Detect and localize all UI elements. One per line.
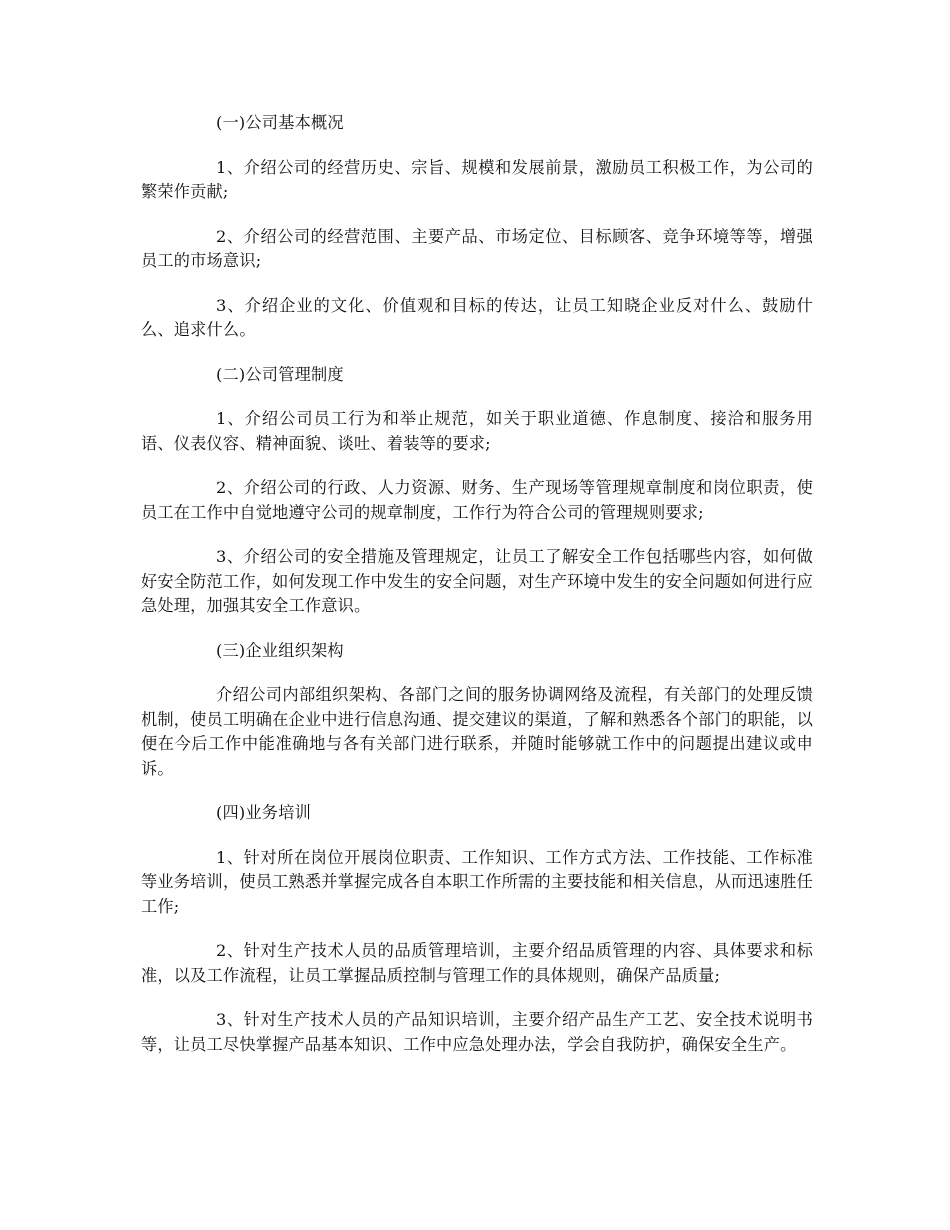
section-heading: (四)业务培训 xyxy=(216,803,311,822)
section-heading: (二)公司管理制度 xyxy=(216,364,344,384)
paragraph: 介绍公司内部组织架构、各部门之间的服务协调网络及流程，有关部门的处理反馈机制，使员工明确在企业中进行信息沟通、提交建议的渠道，了解和熟悉各个部门的职能，以便在今后工作中能准确地与各有关部门进行联系，并随时能够就工作中的问题提出建议或申诉。 xyxy=(141,685,813,778)
document-body xyxy=(141,111,813,1057)
paragraph: 1、介绍公司员工行为和举止规范，如关于职业道德、作息制度、接洽和服务用语、仪表仪容、精神面貌、谈吐、着装等的要求; xyxy=(141,409,813,453)
section-heading: (三)企业组织架构 xyxy=(216,640,344,660)
paragraph: 3、介绍企业的文化、价值观和目标的传达，让员工知晓企业反对什么、鼓励什么、追求什么。 xyxy=(141,295,813,339)
paragraph: 2、介绍公司的行政、人力资源、财务、生产现场等管理规章制度和岗位职责，使员工在工作中自觉地遵守公司的规章制度，工作行为符合公司的管理规则要求; xyxy=(141,478,813,522)
paragraph: 2、介绍公司的经营范围、主要产品、市场定位、目标顾客、竞争环境等等，增强员工的市场意识; xyxy=(141,226,813,270)
section-heading: (一)公司基本概况 xyxy=(216,113,344,132)
paragraph: 1、介绍公司的经营历史、宗旨、规模和发展前景，激励员工积极工作，为公司的繁荣作贡献; xyxy=(141,157,813,201)
paragraph: 1、针对所在岗位开展岗位职责、工作知识、工作方式方法、工作技能、工作标准等业务培训，使员工熟悉并掌握完成各自本职工作所需的主要技能和相关信息，从而迅速胜任工作; xyxy=(141,847,813,916)
paragraph: 3、针对生产技术人员的产品知识培训，主要介绍产品生产工艺、安全技术说明书等，让员工尽快掌握产品基本知识、工作中应急处理办法，学会自我防护，确保安全生产。 xyxy=(141,1010,813,1054)
paragraph: 3、介绍公司的安全措施及管理规定，让员工了解安全工作包括哪些内容，如何做好安全防范工作，如何发现工作中发生的安全问题，对生产环境中发生的安全问题如何进行应急处理，加强其安全工作意识。 xyxy=(141,547,813,615)
paragraph: 2、针对生产技术人员的品质管理培训，主要介绍品质管理的内容、具体要求和标准，以及工作流程，让员工掌握品质控制与管理工作的具体规则，确保产品质量; xyxy=(141,941,813,985)
